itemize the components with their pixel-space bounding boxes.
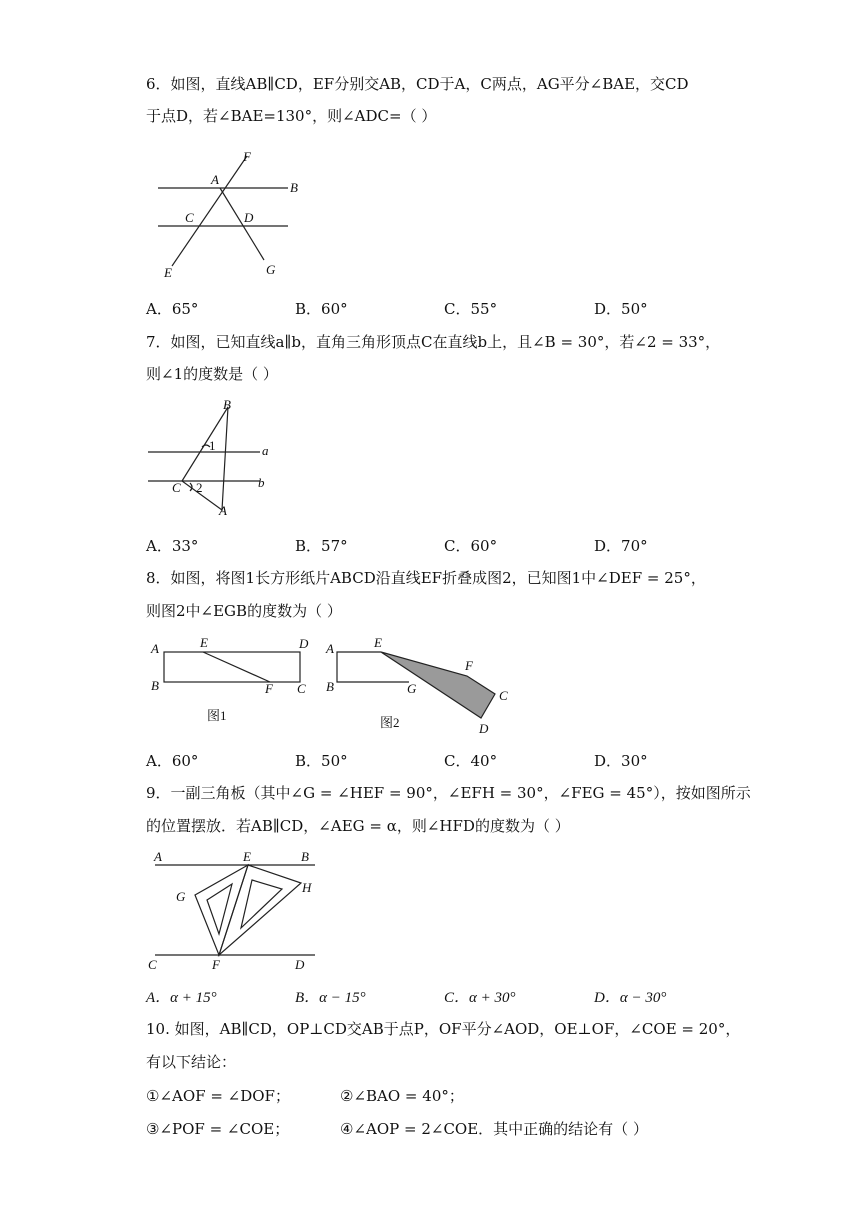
q10-text-line2: 有以下结论： xyxy=(146,1053,237,1071)
q10-conclusion-4: ④∠AOP = 2∠COE．其中正确的结论有（ ） xyxy=(340,1120,648,1138)
q6-option-c[interactable]: C．55° xyxy=(444,300,498,318)
q8-fig2-label-c: C xyxy=(499,688,508,703)
q7-label-b: B xyxy=(223,397,231,412)
q6-text-line1: 6．如图，直线AB∥CD，EF分别交AB，CD于A，C两点，AG平分∠BAE，交CD xyxy=(146,75,689,93)
q9-triangle-30-inner xyxy=(241,880,282,928)
q8-fig2-label-b: B xyxy=(326,679,334,694)
q6-label-g: G xyxy=(266,262,276,277)
q10-conclusion-1: ①∠AOF = ∠DOF； xyxy=(146,1087,290,1105)
q6-label-e: E xyxy=(164,265,172,280)
q7-label-line-a: a xyxy=(262,443,269,458)
q6-label-f: F xyxy=(243,149,251,164)
q8-option-a[interactable]: A．60° xyxy=(146,752,199,770)
q8-fig2-label-e: E xyxy=(374,635,382,650)
q10-text-line1: 10. 如图，AB∥CD，OP⊥CD交AB于点P，OF平分∠AOD，OE⊥OF，∠COE = 20°， xyxy=(146,1020,741,1038)
q9-label-f: F xyxy=(212,957,220,972)
q7-text-line1: 7．如图，已知直线a∥b，直角三角形顶点C在直线b上，且∠B = 30°，若∠2 = 33°， xyxy=(146,333,721,351)
q8-text-line2: 则图2中∠EGB的度数为（ ） xyxy=(146,602,342,620)
q7-option-a[interactable]: A．33° xyxy=(146,537,199,555)
q9-label-e: E xyxy=(243,849,251,864)
q8-fig1-line-ef xyxy=(203,652,270,682)
q7-label-c: C xyxy=(172,480,181,495)
q9-triangle-45 xyxy=(195,865,248,955)
q7-figure xyxy=(140,395,280,520)
q8-fig1-label-c: C xyxy=(297,681,306,696)
q8-figure xyxy=(145,632,525,740)
q9-option-d[interactable]: D．α − 30° xyxy=(594,990,667,1006)
q8-option-c[interactable]: C．40° xyxy=(444,752,498,770)
q6-label-c: C xyxy=(185,210,194,225)
q6-option-d[interactable]: D．50° xyxy=(594,300,648,318)
q6-label-d: D xyxy=(244,210,254,225)
q9-label-a: A xyxy=(154,849,162,864)
q8-fig1-label-f: F xyxy=(265,681,273,696)
q7-option-b[interactable]: B．57° xyxy=(295,537,348,555)
q8-fig2-caption: 图2 xyxy=(380,715,400,730)
q6-label-a: A xyxy=(211,172,219,187)
q8-fig1-rectangle xyxy=(164,652,300,682)
q8-fig1-caption: 图1 xyxy=(207,708,227,723)
q8-fig1-label-d: D xyxy=(299,636,309,651)
q9-text-line2: 的位置摆放．若AB∥CD，∠AEG = α，则∠HFD的度数为（ ） xyxy=(146,817,570,835)
q8-fig2-label-f: F xyxy=(465,658,473,673)
q6-figure xyxy=(150,148,310,283)
q9-option-c[interactable]: C．α + 30° xyxy=(444,990,516,1006)
q8-fig2-label-d: D xyxy=(479,721,489,736)
q8-option-b[interactable]: B．50° xyxy=(295,752,348,770)
q7-label-1: 1 xyxy=(209,438,216,453)
q7-text-line2: 则∠1的度数是（ ） xyxy=(146,365,278,383)
q8-fig1-label-e: E xyxy=(200,635,208,650)
q9-text-line1: 9．一副三角板（其中∠G = ∠HEF = 90°，∠EFH = 30°，∠FEG = 45°），按如图所示 xyxy=(146,784,751,802)
q9-label-c: C xyxy=(148,957,157,972)
q8-text-line1: 8．如图，将图1长方形纸片ABCD沿直线EF折叠成图2，已知图1中∠DEF = 25°， xyxy=(146,569,706,587)
q9-label-g: G xyxy=(176,889,186,904)
q8-fig1-label-b: B xyxy=(151,678,159,693)
q7-label-2: 2 xyxy=(196,480,203,495)
q7-option-d[interactable]: D．70° xyxy=(594,537,648,555)
q6-text-line2: 于点D，若∠BAE=130°，则∠ADC=（ ） xyxy=(146,107,437,125)
q9-option-a[interactable]: A．α + 15° xyxy=(146,990,217,1006)
q9-label-b: B xyxy=(301,849,309,864)
q6-line-ef xyxy=(172,156,247,266)
q6-option-b[interactable]: B．60° xyxy=(295,300,348,318)
q10-conclusion-2: ②∠BAO = 40°； xyxy=(340,1087,464,1105)
q7-triangle xyxy=(182,407,228,510)
q7-label-line-b: b xyxy=(258,475,265,490)
q6-option-a[interactable]: A．65° xyxy=(146,300,199,318)
q9-option-b[interactable]: B．α − 15° xyxy=(295,990,366,1006)
q8-fig2-label-a: A xyxy=(326,641,334,656)
q9-figure xyxy=(145,845,330,975)
q6-line-ag xyxy=(220,188,264,260)
q7-option-c[interactable]: C．60° xyxy=(444,537,498,555)
q8-fig2-label-g: G xyxy=(407,681,417,696)
q9-label-h: H xyxy=(302,880,312,895)
q10-conclusion-3: ③∠POF = ∠COE； xyxy=(146,1120,290,1138)
q6-label-b: B xyxy=(290,180,298,195)
q8-fig2-folded-part xyxy=(381,652,495,718)
q7-label-a: A xyxy=(219,503,227,518)
q8-fig1-label-a: A xyxy=(151,641,159,656)
q8-option-d[interactable]: D．30° xyxy=(594,752,648,770)
q9-label-d: D xyxy=(295,957,305,972)
